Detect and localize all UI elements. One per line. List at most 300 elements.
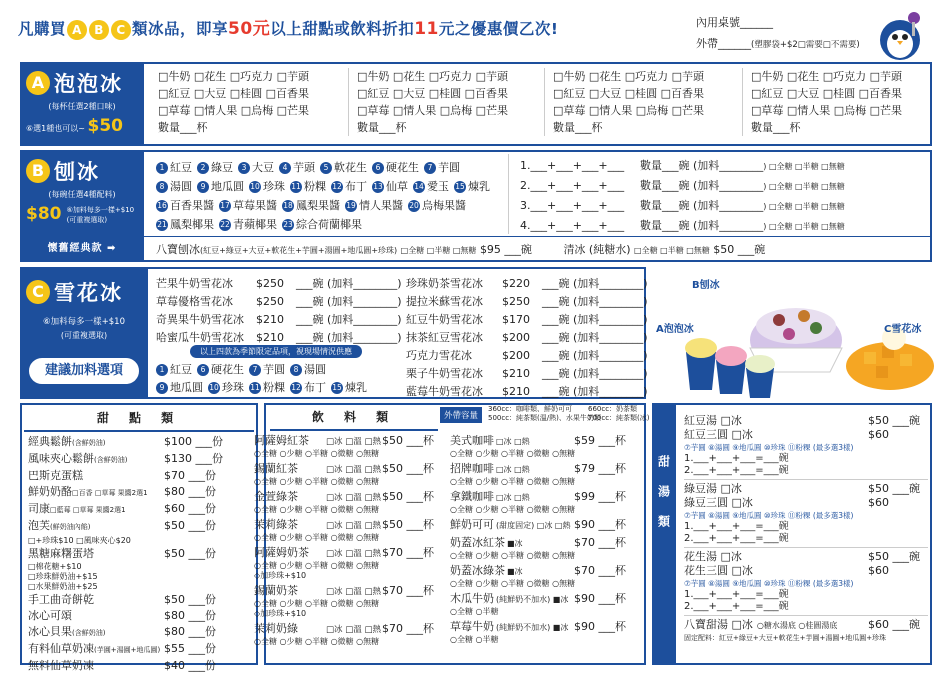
- b-toppings: [156, 158, 495, 234]
- topping-item: [372, 180, 408, 193]
- topping-label: 硬花生: [386, 161, 419, 174]
- babao-soup-name: 八寶甜湯 □冰: [684, 618, 753, 631]
- drink-item[interactable]: [450, 536, 640, 561]
- topping-item: [290, 381, 326, 394]
- drinks-title: 飲 料 類: [270, 408, 438, 431]
- soup-item[interactable]: [684, 496, 928, 510]
- topping-number: 15: [332, 383, 342, 392]
- snow-ice-name: 栗子牛奶雪花冰: [406, 367, 483, 380]
- soup-title-bar: [652, 403, 676, 665]
- snow-ice-name: 奇異果牛奶雪花冰: [156, 313, 244, 326]
- soup-blank[interactable]: 2.___+___+___=___碗: [684, 601, 789, 612]
- topping-item: [290, 180, 326, 193]
- section-a-note: ⑥選1種也可以~: [26, 124, 85, 133]
- drink-name: 阿薩姆奶茶: [254, 546, 309, 559]
- drink-temp[interactable]: □冰 □溫 □熱: [326, 521, 381, 531]
- drink-sweet[interactable]: ○全糖 ○少糖 ○半糖 ○微糖 ○無糖: [450, 551, 576, 560]
- dessert-note: □藍莓 □草莓 果醬2選1: [50, 506, 126, 514]
- soup-blank[interactable]: 1.___+___+___=___碗: [684, 453, 789, 464]
- topping-item: [156, 180, 192, 193]
- topping-item: [219, 218, 277, 231]
- snow-ice-name: 藍莓牛奶雪花冰: [406, 385, 483, 398]
- babao-soup-opts[interactable]: ○糖水湯底 ○桂圓湯底: [756, 621, 838, 630]
- dessert-item[interactable]: [28, 501, 254, 518]
- dessert-item[interactable]: [28, 451, 254, 468]
- drink-name: 奶蓋冰綠茶: [450, 564, 505, 577]
- soup-item[interactable]: [684, 428, 928, 442]
- photo-label-a: A泡泡冰: [656, 324, 694, 335]
- drink-item[interactable]: [254, 518, 434, 543]
- classic-label: 懷舊經典款 ➡: [20, 236, 144, 262]
- snow-ice-item[interactable]: [156, 293, 402, 311]
- topping-number: 7: [249, 364, 261, 376]
- babao-soup-note: 固定配料：紅豆+綠豆+大豆+軟花生+芋圓+湯圓+地瓜圓+珍珠: [684, 634, 887, 642]
- snow-ice-qty[interactable]: ___碗 (加料________): [542, 277, 648, 290]
- drink-sweet[interactable]: ○全糖 ○少糖 ○半糖 ○微糖 ○無糖: [254, 449, 380, 458]
- snow-ice-qty[interactable]: ___碗 (加料________): [542, 331, 648, 344]
- topping-item: [372, 161, 419, 174]
- snow-ice-price: $210: [256, 313, 284, 326]
- topping-label: 青蘋椰果: [233, 218, 277, 231]
- dessert-price[interactable]: $55 ___份: [164, 642, 216, 655]
- takeout-field[interactable]: 外帶______(塑膠袋+$2□需要□不需要): [696, 37, 860, 50]
- snow-ice-item[interactable]: [406, 329, 648, 347]
- plain-ice-name: 清冰 (純糖水): [563, 243, 631, 256]
- dessert-name: 黑糖麻糬蛋塔: [28, 547, 94, 560]
- drink-name: 錫蘭紅茶: [254, 462, 298, 475]
- dessert-item[interactable]: [28, 592, 254, 608]
- soup-blank[interactable]: 2.___+___+___=___碗: [684, 533, 789, 544]
- tart-option[interactable]: □珍珠鮮奶油+$15: [28, 572, 98, 581]
- drink-price[interactable]: $50 ___杯: [382, 518, 434, 531]
- soup-blank[interactable]: 1.___+___+___=___碗: [684, 521, 789, 532]
- drink-name: 茉莉奶綠: [254, 622, 298, 635]
- topping-label: 鳳梨果醬: [296, 199, 340, 212]
- drink-item[interactable]: [254, 462, 434, 487]
- topping-label: 情人果醬: [359, 199, 403, 212]
- babao-ice-sugar[interactable]: □全糖 □半糖 □無糖: [400, 246, 477, 255]
- drink-temp[interactable]: □冰 □溫 □熱: [326, 465, 381, 475]
- drink-name: 金萱綠茶: [254, 490, 298, 503]
- topping-number: 6: [372, 162, 384, 174]
- drink-price[interactable]: $50 ___杯: [382, 490, 434, 503]
- promo-price: 50元: [228, 19, 271, 39]
- drink-temp[interactable]: (甜度固定) □冰 □熱: [496, 521, 571, 530]
- photo-label-b: B刨冰: [692, 280, 720, 291]
- topping-label: 布丁: [304, 381, 326, 394]
- letter-b-badge: B: [26, 159, 50, 183]
- drink-item[interactable]: [450, 592, 640, 617]
- desserts-title: 甜 點 類: [24, 409, 254, 432]
- dessert-name: 司康: [28, 502, 50, 515]
- drink-item[interactable]: [254, 584, 434, 619]
- topping-item: [345, 199, 403, 212]
- topping-label: 鳳梨椰果: [170, 218, 214, 231]
- snow-ice-qty[interactable]: ___碗 (加料________): [296, 295, 402, 308]
- drink-item[interactable]: [254, 434, 434, 459]
- snow-ice-qty[interactable]: ___碗 (加料________): [542, 349, 648, 362]
- drink-name: 木瓜牛奶: [450, 592, 494, 605]
- topping-item: [331, 180, 367, 193]
- topping-row: [156, 361, 372, 379]
- snow-ice-item[interactable]: [406, 293, 648, 311]
- topping-number: 17: [220, 201, 230, 210]
- dessert-price[interactable]: $50 ___份: [164, 593, 216, 606]
- topping-item: [197, 363, 244, 376]
- drink-item[interactable]: [450, 462, 640, 487]
- drink-temp[interactable]: □冰 □溫 □熱: [326, 549, 381, 559]
- flavor-column[interactable]: □牛奶 □花生 □巧克力 □芋頭 □紅豆 □大豆 □桂圓 □百香果 □草莓 □情人果 □烏梅 □芒果 數量___杯: [544, 68, 704, 136]
- drink-price[interactable]: $90 ___杯: [574, 620, 626, 633]
- topping-label: 粉粿: [263, 381, 285, 394]
- drink-price[interactable]: $70 ___杯: [382, 546, 434, 559]
- drink-temp[interactable]: □冰 □熱: [496, 437, 530, 446]
- topping-label: 愛玉: [427, 180, 449, 193]
- section-a-price: $50: [87, 116, 124, 136]
- promo-text: 元之優惠價乙次!: [438, 20, 559, 38]
- photo-label-c: C雪花冰: [884, 324, 922, 335]
- snow-ice-name: 芒果牛奶雪花冰: [156, 277, 233, 290]
- drink-name: 拿鐵咖啡: [450, 490, 494, 503]
- babao-soup-price[interactable]: $60 ___碗: [868, 618, 920, 631]
- topping-label: 芋圓: [438, 161, 460, 174]
- soup-item[interactable]: [684, 550, 928, 564]
- snow-ice-item[interactable]: [406, 347, 648, 365]
- dessert-note: (含鮮奶油): [94, 456, 128, 464]
- dessert-note: (芋圓+湯圓+地瓜圓): [94, 646, 161, 654]
- topping-label: 仙草: [386, 180, 408, 193]
- c-toppings: [156, 361, 372, 397]
- topping-item: [156, 218, 214, 231]
- babao-ice-detail: (紅豆+綠豆+大豆+軟花生+芋圓+湯圓+地瓜圓+珍珠): [200, 246, 398, 255]
- flavor-column[interactable]: □牛奶 □花生 □巧克力 □芋頭 □紅豆 □大豆 □桂圓 □百香果 □草莓 □情人果 □烏梅 □芒果 數量___杯: [742, 68, 902, 136]
- topping-row: [156, 177, 495, 196]
- drink-price[interactable]: $70 ___杯: [382, 584, 434, 597]
- dessert-name: 巴斯克蛋糕: [28, 469, 83, 482]
- drink-item[interactable]: [450, 620, 640, 645]
- flavor-column[interactable]: □牛奶 □花生 □巧克力 □芋頭 □紅豆 □大豆 □桂圓 □百香果 □草莓 □情人果 □烏梅 □芒果 數量___杯: [158, 70, 310, 134]
- c-items-right: [406, 275, 648, 401]
- topping-item: [208, 381, 244, 394]
- babao-ice-price[interactable]: $95 ___碗: [479, 243, 532, 256]
- tart-option[interactable]: □水果鮮奶油+$25: [28, 582, 98, 591]
- dessert-price[interactable]: $80 ___份: [164, 485, 216, 498]
- dessert-list: [28, 434, 254, 674]
- drink-item[interactable]: [450, 490, 640, 515]
- drink-temp[interactable]: □冰 □溫 □熱: [326, 493, 381, 503]
- classic-row[interactable]: [156, 241, 765, 259]
- soup-item[interactable]: [684, 564, 928, 578]
- snow-ice-name: 珍珠奶茶雪花冰: [406, 277, 483, 290]
- topping-number: 23: [283, 220, 293, 229]
- babao-soup[interactable]: [684, 618, 928, 633]
- soup-name: 花生湯 □冰: [684, 550, 742, 563]
- drink-sweet[interactable]: ○全糖 ○少糖 ○半糖 ○微糖 ○無糖: [450, 579, 576, 588]
- letter-a-badge: A: [26, 71, 50, 95]
- soup-price[interactable]: $60: [868, 496, 889, 509]
- drink-sweet[interactable]: ○全糖 ○少糖 ○半糖 ○微糖 ○無糖: [450, 477, 576, 486]
- topping-item: [249, 381, 285, 394]
- snow-ice-name: 提拉米蘇雪花冰: [406, 295, 483, 308]
- topping-number: 16: [157, 201, 167, 210]
- dessert-name: 風味夾心鬆餅: [28, 452, 94, 465]
- snow-ice-item[interactable]: [156, 311, 402, 329]
- topping-number: 22: [220, 220, 230, 229]
- topping-item: [282, 218, 362, 231]
- dessert-price[interactable]: $50 ___份: [164, 519, 216, 532]
- plain-ice-sugar[interactable]: □全糖 □半糖 □無糖: [634, 246, 710, 255]
- drink-sweet[interactable]: ○全糖 ○少糖 ○半糖 ○微糖 ○無糖: [450, 505, 576, 514]
- topping-row: [156, 196, 495, 215]
- letter-c-badge: C: [111, 20, 131, 40]
- drink-item[interactable]: [450, 564, 640, 589]
- topping-label: 烏梅果醬: [422, 199, 466, 212]
- topping-number: 21: [157, 220, 167, 229]
- dessert-price[interactable]: $100 ___份: [164, 435, 223, 448]
- dessert-item[interactable]: [28, 546, 254, 562]
- dessert-item[interactable]: [28, 608, 254, 624]
- b-order-line[interactable]: 1.___+___+___+___ 數量___碗 (加料________) □全糖 □半糖 □無糖: [520, 159, 845, 172]
- drink-sweet[interactable]: ○全糖 ○少糖 ○半糖 ○微糖 ○無糖: [254, 599, 380, 608]
- drink-sweet[interactable]: ○全糖 ○少糖 ○半糖 ○微糖 ○無糖: [254, 561, 380, 570]
- topping-number: 9: [156, 382, 168, 394]
- dessert-item[interactable]: [28, 468, 254, 484]
- flavor-column[interactable]: □牛奶 □花生 □巧克力 □芋頭 □紅豆 □大豆 □桂圓 □百香果 □草莓 □情人果 □烏梅 □芒果 數量___杯: [348, 68, 508, 136]
- dessert-item[interactable]: [28, 518, 254, 535]
- b-order-line[interactable]: 4.___+___+___+___ 數量___碗 (加料________) □全糖 □半糖 □無糖: [520, 219, 845, 232]
- topping-item: [219, 199, 277, 212]
- promo-banner: [18, 14, 558, 40]
- letter-b-badge: B: [89, 20, 109, 40]
- soup-item[interactable]: [684, 414, 928, 428]
- dessert-item[interactable]: [28, 434, 254, 451]
- topping-item: [290, 363, 326, 376]
- soup-name: 花生三圓 □冰: [684, 564, 753, 577]
- topping-number: 11: [250, 383, 260, 392]
- drink-item[interactable]: [450, 434, 640, 459]
- soup-name: 紅豆湯 □冰: [684, 414, 742, 427]
- drink-sweet[interactable]: ○全糖 ○少糖 ○半糖 ○微糖 ○無糖: [450, 449, 576, 458]
- drink-price[interactable]: $50 ___杯: [382, 434, 434, 447]
- soup-price[interactable]: $60: [868, 428, 889, 441]
- puff-options[interactable]: □+珍珠$10 □風味夾心$20: [28, 536, 131, 545]
- snow-ice-name: 紅豆牛奶雪花冰: [406, 313, 483, 326]
- topping-number: 18: [283, 201, 293, 210]
- drink-name: 奶蓋冰紅茶: [450, 536, 505, 549]
- snow-ice-name: 抹茶紅豆雪花冰: [406, 331, 483, 344]
- drink-name: 錫蘭奶茶: [254, 584, 298, 597]
- snow-ice-price: $210: [256, 331, 284, 344]
- b-order-line[interactable]: 2.___+___+___+___ 數量___碗 (加料________) □全糖 □半糖 □無糖: [520, 179, 845, 192]
- topping-item: [156, 381, 203, 394]
- topping-label: 紅豆: [170, 161, 192, 174]
- b-order-line[interactable]: 3.___+___+___+___ 數量___碗 (加料________) □全糖 □半糖 □無糖: [520, 199, 845, 212]
- snow-ice-price: $250: [256, 295, 284, 308]
- drink-price[interactable]: $99 ___杯: [574, 490, 626, 503]
- section-b-title: 刨冰: [54, 160, 100, 184]
- drink-name: 阿薩姆紅茶: [254, 434, 309, 447]
- topping-label: 芋圓: [263, 363, 285, 376]
- drink-temp[interactable]: □冰 □溫 □熱: [326, 587, 381, 597]
- dessert-note: □百香 □草莓 果醬2選1: [72, 489, 148, 497]
- soup-toppings: ⑦芋圓 ⑧湯圓 ⑨地瓜圓 ⑩珍珠 ⑪粉粿 (最多選3樣): [684, 511, 854, 520]
- drink-price[interactable]: $70 ___杯: [574, 564, 626, 577]
- drink-temp[interactable]: □冰 □熱: [496, 493, 530, 502]
- section-c-note: ⑥加料每多一樣+$10: [43, 317, 125, 327]
- promo-text: 凡購買: [18, 20, 67, 38]
- snow-ice-qty[interactable]: ___碗 (加料________): [296, 331, 402, 344]
- drink-price[interactable]: $50 ___杯: [382, 462, 434, 475]
- topping-item: [156, 161, 192, 174]
- dessert-price[interactable]: $50 ___份: [164, 547, 216, 560]
- topping-number: 13: [373, 182, 383, 191]
- section-b-price: $80: [26, 204, 62, 224]
- section-b-sub: (每碗任選4種配料): [48, 190, 116, 199]
- snow-ice-qty[interactable]: ___碗 (加料________): [296, 277, 402, 290]
- topping-label: 地瓜圓: [170, 381, 203, 394]
- topping-item: [454, 180, 490, 193]
- soup-blank[interactable]: 2.___+___+___=___碗: [684, 465, 789, 476]
- snow-ice-price: $250: [502, 295, 530, 308]
- soup-title: 甜湯類: [656, 455, 671, 545]
- snow-ice-price: $170: [502, 313, 530, 326]
- soup-item[interactable]: [684, 482, 928, 496]
- drink-extra[interactable]: ◇加珍珠+$10: [254, 571, 307, 580]
- topping-number: 8: [156, 181, 168, 193]
- topping-item: [424, 161, 460, 174]
- snow-ice-price: $200: [502, 349, 530, 362]
- dessert-item[interactable]: [28, 624, 254, 641]
- drink-item[interactable]: [254, 546, 434, 581]
- topping-item: [249, 180, 285, 193]
- topping-number: 4: [279, 162, 291, 174]
- drink-temp[interactable]: (純鮮奶不加水) ■冰: [496, 595, 569, 604]
- dessert-item[interactable]: [28, 484, 254, 501]
- soup-name: 綠豆三圓 □冰: [684, 496, 753, 509]
- topping-item: [197, 161, 233, 174]
- drink-temp[interactable]: □冰 □熱: [496, 465, 530, 474]
- drink-item[interactable]: [254, 622, 434, 647]
- drink-temp[interactable]: ■冰: [507, 539, 523, 548]
- dessert-name: 手工曲奇餅乾: [28, 593, 94, 606]
- snow-ice-qty[interactable]: ___碗 (加料________): [542, 313, 648, 326]
- dessert-item[interactable]: [28, 641, 254, 658]
- dessert-price[interactable]: $40 ___份: [164, 659, 216, 672]
- drink-sweet[interactable]: ○全糖 ○半糖: [450, 635, 499, 644]
- topping-item: [331, 381, 367, 394]
- snow-ice-item[interactable]: [156, 275, 402, 293]
- topping-number: 20: [409, 201, 419, 210]
- topping-number: 10: [250, 182, 260, 191]
- topping-number: 2: [197, 162, 209, 174]
- ice-photo-area: [654, 268, 942, 400]
- dessert-price[interactable]: $130 ___份: [164, 452, 223, 465]
- drink-item[interactable]: [450, 518, 640, 533]
- drink-price[interactable]: $70 ___杯: [574, 536, 626, 549]
- snow-ice-qty[interactable]: ___碗 (加料________): [542, 295, 648, 308]
- drink-price[interactable]: $90 ___杯: [574, 518, 626, 531]
- order-type: [696, 12, 860, 56]
- snow-ice-item[interactable]: [406, 365, 648, 383]
- snow-ice-price: $210: [502, 385, 530, 398]
- topping-item: [320, 161, 367, 174]
- snow-ice-item[interactable]: [406, 383, 648, 401]
- topping-number: 5: [320, 162, 332, 174]
- soup-toppings: ⑦芋圓 ⑧湯圓 ⑨地瓜圓 ⑩珍珠 ⑪粉粿 (最多選3樣): [684, 443, 854, 452]
- promo-text: 類冰品，即享: [132, 20, 229, 38]
- topping-number: 1: [156, 364, 168, 376]
- dessert-price[interactable]: $60 ___份: [164, 502, 216, 515]
- topping-label: 大豆: [252, 161, 274, 174]
- dessert-name: 無料仙草奶凍: [28, 659, 94, 672]
- snow-ice-qty[interactable]: ___碗 (加料________): [296, 313, 402, 326]
- soup-price[interactable]: $50 ___碗: [868, 550, 920, 563]
- snow-ice-item[interactable]: [406, 275, 648, 293]
- drink-temp[interactable]: (純鮮奶不加水) ■冰: [496, 623, 569, 632]
- topping-label: 綠豆: [211, 161, 233, 174]
- drink-sweet[interactable]: ○全糖 ○少糖 ○半糖 ○微糖 ○無糖: [254, 533, 380, 542]
- soup-list: [684, 414, 928, 643]
- topping-item: [282, 199, 340, 212]
- plain-ice-price[interactable]: $50 ___碗: [713, 243, 766, 256]
- topping-item: [238, 161, 274, 174]
- topping-number: 3: [238, 162, 250, 174]
- dine-in-field[interactable]: 內用桌號______: [696, 16, 773, 29]
- tart-option[interactable]: □棉花糖+$10: [28, 562, 82, 571]
- dessert-note: (鮮奶油內餡): [50, 523, 91, 531]
- drink-temp[interactable]: ■冰: [507, 567, 523, 576]
- soup-blank[interactable]: 1.___+___+___=___碗: [684, 589, 789, 600]
- topping-item: [156, 363, 192, 376]
- dessert-price[interactable]: $80 ___份: [164, 625, 216, 638]
- dessert-price[interactable]: $80 ___份: [164, 609, 216, 622]
- topping-label: 湯圓: [170, 180, 192, 193]
- snow-ice-qty[interactable]: ___碗 (加料________): [542, 385, 648, 398]
- drink-sweet[interactable]: ○全糖 ○少糖 ○半糖 ○微糖 ○無糖: [254, 477, 380, 486]
- drink-sweet[interactable]: ○全糖 ○少糖 ○半糖 ○微糖 ○無糖: [254, 505, 380, 514]
- snow-ice-item[interactable]: [406, 311, 648, 329]
- drink-price[interactable]: $90 ___杯: [574, 592, 626, 605]
- drink-price[interactable]: $59 ___杯: [574, 434, 626, 447]
- topping-label: 煉乳: [468, 180, 490, 193]
- soup-price[interactable]: $50 ___碗: [868, 482, 920, 495]
- drink-sweet[interactable]: ○全糖 ○半糖: [450, 607, 499, 616]
- suggest-toppings-tag: 建議加料選項: [28, 357, 140, 385]
- drink-temp[interactable]: □冰 □溫 □熱: [326, 437, 381, 447]
- drink-price[interactable]: $79 ___杯: [574, 462, 626, 475]
- dessert-price[interactable]: $70 ___份: [164, 469, 216, 482]
- soup-name: 紅豆三圓 □冰: [684, 428, 753, 441]
- topping-row: [156, 379, 372, 397]
- soup-price[interactable]: $50 ___碗: [868, 414, 920, 427]
- cap-info: 360cc：咖啡類、鮮奶可可 660cc：奶茶類 500cc：純茶類(溫/熱)、水果牛奶類700cc：純茶類(冰): [488, 405, 650, 422]
- snow-ice-name: 巧克力雪花冰: [406, 349, 472, 362]
- penguin-mascot-icon: [872, 10, 928, 62]
- topping-row: [156, 215, 495, 234]
- drink-name: 招牌咖啡: [450, 462, 494, 475]
- drink-name: 美式咖啡: [450, 434, 494, 447]
- drink-sweet[interactable]: ○全糖 ○少糖 ○半糖 ○微糖 ○無糖: [254, 637, 380, 646]
- topping-label: 紅豆: [170, 363, 192, 376]
- dessert-name: 冰心貝果: [28, 625, 72, 638]
- drink-price[interactable]: $70 ___杯: [382, 622, 434, 635]
- drink-extra[interactable]: ◇加珍珠+$10: [254, 609, 307, 618]
- topping-label: 湯圓: [304, 363, 326, 376]
- drink-temp[interactable]: □冰 □溫 □熱: [326, 625, 381, 635]
- drink-item[interactable]: [254, 490, 434, 515]
- snow-ice-qty[interactable]: ___碗 (加料________): [542, 367, 648, 380]
- soup-price[interactable]: $60: [868, 564, 889, 577]
